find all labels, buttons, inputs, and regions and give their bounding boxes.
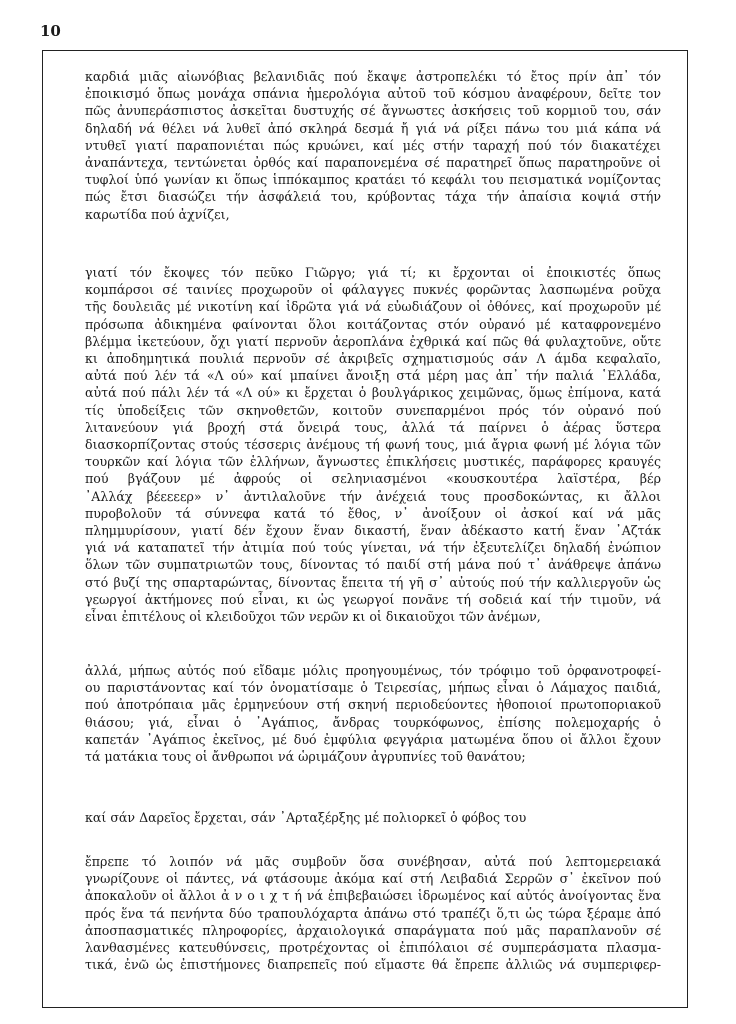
text-line: πώς ἔτσι διασώζει τήν ἀσφάλειά του, κρύβοντας τάχα τήν ἀπαίσια κοψιά στήν (85, 189, 661, 205)
text-line: τίς ὑποδείξεις τῶν σκηνοθετῶν, κοιτοῦν συνεπαρμένοι πρός τόν οὐρανό πού (85, 402, 661, 418)
text-line: ντυθεῖ γιατί παραπονιέται πώς κρυώνει, καί μές στήν ταραχή πού τόν διακατέχει (85, 137, 661, 153)
text-line: ἀποσπασματικές πληροφορίες, ἀρχαιολογικά σπαράγματα πού μᾶς παραπλανοῦν σέ (85, 922, 661, 938)
text-line: ᾿Αλλάχ βέεεεερ» ν᾿ ἀντιλαλοῦνε τήν ἀνέχειά τους προσδοκώντας, κι ἄλλοι (85, 488, 661, 504)
text-line: τικά, ἐνῶ ὡς ἐπιστήμονες διαπρεπεῖς πού εἴμαστε θά ἔπρεπε ἀλλιῶς νά συμπεριφερ- (85, 957, 661, 973)
text-line: γιά νά καταπατεῖ τήν ἀτιμία πού τούς γίνεται, νά τήν ἐξευτελίζει δηλαδή ἐνώπιον (85, 540, 661, 556)
text-line: πλημμυρίσουν, γιατί δέν ἔχουν ἕναν δικαστή, ἕναν ἀδέκαστο κατή ἕναν ᾿Αζτάκ (85, 523, 661, 539)
text-line: γιατί τόν ἔκοψες τόν πεῦκο Γιῶργο; γιά τί; κι ἔρχονται οἱ ἐποικιστές ὅπως (85, 265, 661, 280)
text-line: πρός ἕνα τά πενήντα δύο τραπουλόχαρτα ἀπάνω στό τραπέζι ὅ,τι ὡς τώρα ξέραμε ἀπό (85, 905, 661, 921)
text-line: αὐτά πού λέν τά «Λ ού» καί μπαίνει ἄνοιξη στά μέρη μας ἀπ᾿ τήν παλιά ῾Ελλάδα, (85, 368, 661, 384)
text-line: τά ματάκια τους οἱ ἄνθρωποι νά ὡριμάζουν ἀγρυπνίες τοῦ θανάτου; (85, 749, 526, 765)
text-line: θιάσου; γιά, εἶναι ὁ ᾿Αγάπιος, ἄνδρας τουρκόφωνος, ἐπίσης πολεμοχαρής ὁ (85, 714, 661, 730)
text-line: βλέμμα ἱκετεύουν, ὄχι γιατί περνοῦν ἀεροπλάνα ἐχθρικά καί πῶς θά φυλαχτοῦνε, οὔτε (85, 333, 661, 349)
text-line: ἀναπάντεχα, τεντώνεται ὀρθός καί παραπονεμένα σέ παρατηρεῖ ὅπως παρατηροῦνε οἱ (85, 155, 661, 171)
text-line: πυροβολοῦν τά σύννεφα κατά τό ἔθος, ν᾿ ἀνοίξουν οἱ ἀσκοί καί νά μᾶς (85, 505, 661, 521)
text-line: καρδιά μιᾶς αἰωνόβιας βελανιδιᾶς πού ἔκαψε ἀστροπελέκι τό ἔτος πρίν ἀπ᾿ τόν (85, 69, 661, 84)
paragraph-2 (85, 264, 661, 625)
text-line: ἐποικισμό ὅπως μονάχα σπάνια ἡμερολόγια αὐτοῦ τοῦ κόσμου ἀναφέρουν, δεῖτε τον (85, 86, 661, 102)
text-line: λανθασμένες κατευθύνσεις, προτρέχοντας οἱ ἐπιπόλαιοι σέ συμπεράσματα πλασμα- (85, 940, 661, 956)
paragraph-4 (85, 809, 661, 826)
text-line: γεωργοί ἀκτήμονες πού εἶναι, κι ὡς γεωργοί πονᾶνε τή σοδειά καί τήν τιμοῦν, νά (85, 591, 661, 607)
text-line: καί σάν Δαρεῖος ἔρχεται, σάν ᾿Αρταξέρξης μέ πολιορκεῖ ὁ φόβος του (85, 810, 527, 825)
text-line: καπετάν ᾿Αγάπιος ἐκεῖνος, μέ δυό ἐμφύλια φεγγάρια ματωμένα ὅπου οἱ ἄλλοι ἔχουν (85, 731, 661, 747)
text-line: κι ἀποδημητικά πουλιά περνοῦν σέ ἀκριβεῖς σχηματισμούς σάν Λ άμδα κεφαλαῖο, (85, 351, 661, 367)
text-line: πού βγάζουν μέ ἀφρούς οἱ σεληνιασμένοι «κουσκουτέρα λαϊστέρα, βέρ (85, 471, 661, 487)
text-line: τυφλοί ὑπό γωνίαν κι ὅπως ἱππόκαμπος κρατάει τό κεφάλι του πεισματικά νομίζοντας (85, 172, 661, 188)
text-line: ἀποκαλοῦν οἱ ἄλλοι ἀ ν ο ι χ τ ή νά ἐπιβεβαιώσει ἱδρωμένος καί αὐτός ἀνοίγοντας ἕνα (85, 888, 661, 904)
text-line: γνωρίζουνε οἱ πάντες, νά φτάσουμε ἀκόμα καί στή Λειβαδιά Σερρῶν σ᾿ ἐκεῖνον πού (85, 871, 661, 887)
text-line: ἔπρεπε τό λοιπόν νά μᾶς συμβοῦν ὅσα συνέβησαν, αὐτά πού λεπτομερειακά (85, 854, 661, 869)
text-line: αὐτά πού πάλι λέν τά «Λ ού» κι ἔρχεται ὁ βουλγάρικος χειμῶνας, ὅμως ἐπίμονα, κατά (85, 385, 661, 401)
text-line: διασκορπίζοντας στούς τέσσερις ἀνέμους τή φωνή τους, μιά ἄγρια φωνή μέ λόγια τῶν (85, 437, 661, 453)
text-line: στό βυζί της σπαρταρώντας, δίνοντας ἔπειτα τή γῆ σ᾿ αὐτούς πού τήν καλλιεργοῦν ὡς (85, 574, 661, 590)
text-line: κομπάρσοι σέ ταινίες προχωροῦν οἱ φάλαγγες πυκνές φορῶντας λασπωμένα ροῦχα (85, 282, 661, 298)
text-line: δηλαδή νά θέλει νά λυθεῖ ἀπό σκληρά δεσμά ἤ γιά νά ρίξει πάνω του μιά κάπα νά (85, 120, 661, 136)
text-line: εἶναι ἐπιτέλους οἱ κλειδοῦχοι τῶν νερῶν κι οἱ δικαιοῦχοι τῶν ἀνέμων, (85, 609, 541, 625)
text-line: πού ἀποτρόπαια μᾶς ἑρμηνεύουν στή σκηνή περιοδεύοντες ἠθοποιοί πρωτοποριακοῦ (85, 697, 661, 713)
text-line: τῆς δουλειᾶς μέ νικοτίνη καί ἱδρῶτα γιά νά εὐωδιάζουν οἱ ὀθόνες, καί προχωροῦν μέ (85, 299, 661, 315)
text-line: πῶς ἀνυπεράσπιστος ἀσκεῖται δυστυχής σέ ἄγνωστες ἀσκήσεις τοῦ κορμιοῦ του, σάν (85, 103, 661, 119)
text-line: καρωτίδα πού ἀχνίζει, (85, 206, 230, 222)
text-line: τουρκῶν καί λόγια τῶν ἑλλήνων, ἄγνωστες ἐπικλήσεις μυστικές, παράφορες κραυγές (85, 454, 661, 470)
paragraph-1 (85, 68, 661, 223)
page-number: 10 (40, 22, 61, 40)
text-line: ὅλων τῶν συμπατριωτῶν τους, δίνοντας τό παιδί στή μάνα πού τ᾿ ἀνάθρεψε ἀπάνω (85, 557, 661, 573)
paragraph-5 (85, 853, 661, 973)
text-line: λιτανεύουν γιά βροχή στά ὄνειρά τους, ἀλλά τά παίρνει ὁ ἀέρας ὕστερα (85, 419, 661, 435)
paragraph-3 (85, 662, 661, 765)
text-line: πρόσωπα ἀδικημένα φαίνονται ὅλοι κοιτάζοντας στόν οὐρανό μέ καταφρονεμένο (85, 316, 661, 332)
text-line: ου παριστάνοντας καί τόν ὀνοματίσαμε ὁ Τειρεσίας, μήπως εἶναι ὁ Λάμαχος παιδιά, (85, 680, 661, 696)
text-line: ἀλλά, μήπως αὐτός πού εἴδαμε μόλις προηγουμένως, τόν τρόφιμο τοῦ ὀρφανοτροφεί- (85, 663, 661, 678)
